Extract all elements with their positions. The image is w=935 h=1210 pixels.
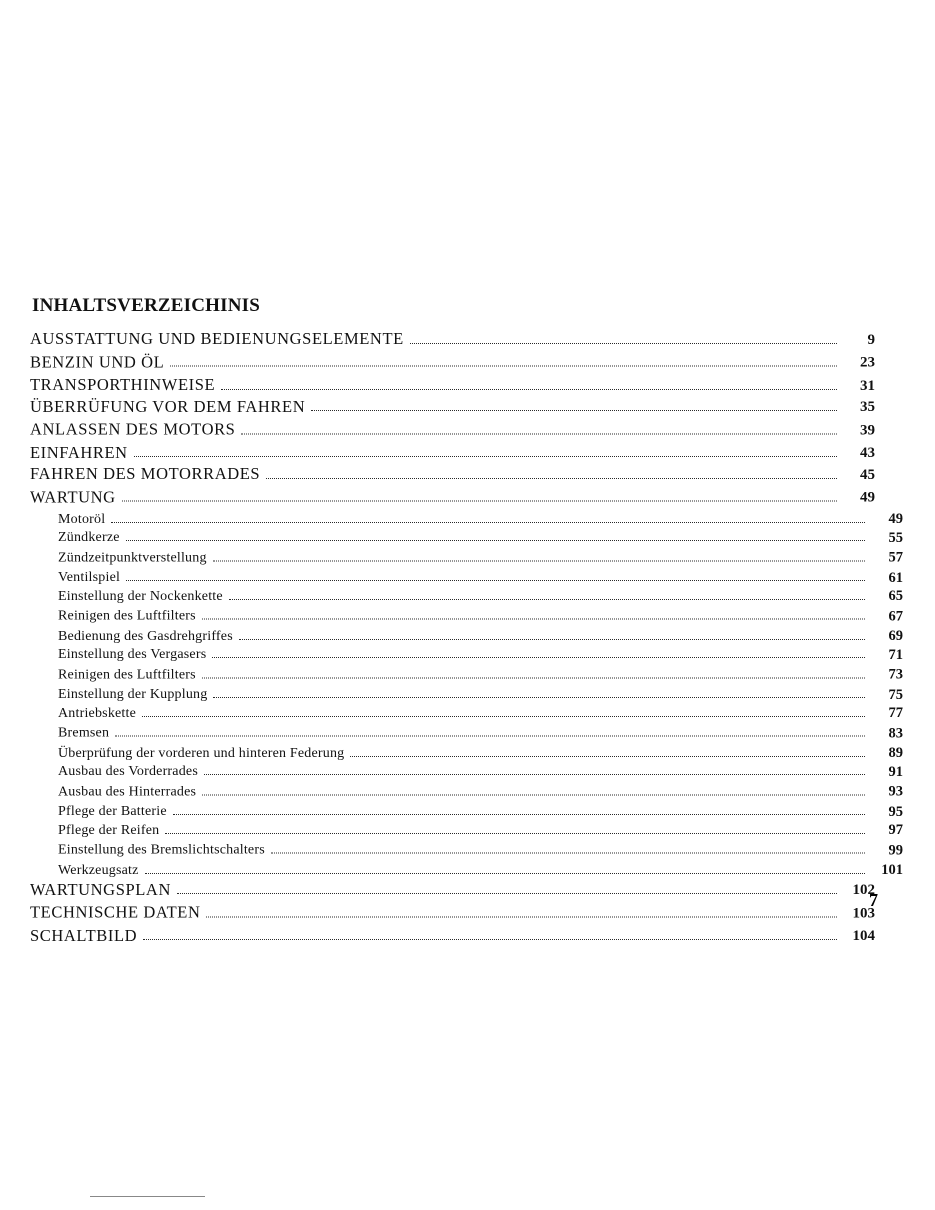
toc-entry-label: SCHALTBILD (30, 925, 138, 945)
toc-entry[interactable] (30, 726, 903, 741)
toc-entry[interactable] (30, 879, 875, 899)
toc-entry-label: Ausbau des Vorderrades (58, 764, 198, 779)
toc-leader-dots (213, 688, 865, 698)
toc-entry[interactable] (30, 648, 903, 663)
toc-entry[interactable] (30, 396, 875, 416)
toc-leader-dots (122, 492, 837, 502)
toc-entry-label: FAHREN DES MOTORRADES (30, 464, 261, 483)
folio-number: 7 (869, 890, 878, 910)
page-edge-mark (90, 1196, 205, 1197)
toc-entry-label: Bremsen (58, 725, 110, 741)
toc-entry-label: Ausbau des Hinterrades (58, 784, 197, 799)
toc-entry[interactable] (30, 489, 875, 506)
toc-entry[interactable] (30, 466, 875, 483)
toc-entry-page: 43 (860, 445, 875, 461)
toc-entry-label: Pflege der Batterie (58, 804, 167, 819)
toc-entry-page: 75 (888, 686, 903, 703)
toc-entry-page: 49 (860, 489, 875, 506)
toc-entry-page: 73 (888, 666, 903, 683)
toc-entry-label: Einstellung der Nockenkette (58, 588, 223, 604)
toc-entry-page: 104 (852, 928, 875, 944)
toc-entry[interactable] (30, 531, 903, 546)
toc-leader-dots (202, 610, 865, 620)
toc-entry-label: Einstellung des Vergasers (58, 647, 207, 662)
toc-entry[interactable] (30, 823, 903, 838)
toc-entry-page: 49 (888, 511, 903, 527)
toc-entry[interactable] (30, 571, 903, 586)
toc-entry-page: 9 (867, 331, 875, 348)
toc-leader-dots (204, 765, 865, 775)
toc-entry-label: TRANSPORTHINWEISE (30, 375, 216, 394)
toc-leader-dots (115, 727, 865, 737)
toc-entry-label: ANLASSEN DES MOTORS (30, 419, 236, 439)
toc-leader-dots (143, 930, 837, 940)
toc-entry-page: 39 (860, 422, 875, 438)
toc-entry[interactable] (30, 688, 903, 703)
toc-entry-page: 67 (888, 608, 903, 624)
toc-entry-label: BENZIN UND ÖL (30, 352, 165, 371)
toc-entry-label: Zündzeitpunktverstellung (58, 550, 207, 565)
page-title: INHALTSVERZEICHINIS (32, 295, 261, 316)
toc-leader-dots (266, 469, 837, 479)
toc-entry[interactable] (30, 377, 875, 394)
toc-leader-dots (134, 447, 837, 457)
toc-entry-page: 91 (888, 763, 903, 780)
toc-entry-label: Einstellung der Kupplung (58, 687, 208, 702)
toc-leader-dots (311, 401, 837, 411)
toc-entry-list (30, 329, 903, 945)
toc-entry[interactable] (30, 551, 903, 566)
toc-leader-dots (173, 805, 865, 815)
toc-leader-dots (229, 590, 865, 600)
table-of-contents (30, 295, 903, 949)
toc-entry[interactable] (30, 442, 875, 462)
toc-entry-label: WARTUNG (30, 487, 116, 506)
toc-entry-label: Einstellung des Bremslichtschalters (58, 842, 265, 858)
toc-leader-dots (241, 424, 837, 434)
toc-leader-dots (212, 648, 865, 658)
toc-entry[interactable] (30, 609, 903, 624)
toc-entry[interactable] (30, 805, 903, 820)
toc-entry-label: WARTUNGSPLAN (30, 879, 171, 899)
toc-leader-dots (177, 884, 837, 894)
toc-entry-label: Reinigen des Luftfilters (58, 608, 196, 624)
toc-entry-label: Pflege der Reifen (58, 822, 160, 838)
toc-entry-page: 57 (888, 549, 903, 566)
toc-entry-page: 31 (860, 377, 875, 394)
toc-leader-dots (170, 357, 837, 367)
toc-leader-dots (111, 513, 865, 523)
toc-entry-label: AUSSTATTUNG UND BEDIENUNGSELEMENTE (30, 329, 404, 348)
toc-entry[interactable] (30, 331, 875, 348)
toc-leader-dots (350, 747, 865, 757)
toc-entry[interactable] (30, 863, 903, 878)
toc-leader-dots (126, 531, 865, 541)
toc-entry[interactable] (30, 589, 903, 604)
toc-entry-label: TECHNISCHE DATEN (30, 902, 201, 922)
toc-entry-page: 89 (888, 745, 903, 761)
toc-leader-dots (410, 334, 837, 344)
toc-entry-page: 83 (888, 725, 903, 741)
toc-entry-label: Überprüfung der vorderen und hinteren Federung (58, 745, 345, 761)
toc-entry-page: 23 (860, 354, 875, 371)
toc-entry-label: Bedienung des Gasdrehgriffes (58, 628, 233, 644)
toc-entry-page: 55 (888, 529, 903, 546)
toc-leader-dots (271, 844, 865, 854)
toc-entry[interactable] (30, 925, 875, 945)
toc-entry-page: 103 (852, 905, 875, 921)
toc-entry-page: 65 (888, 588, 903, 604)
toc-leader-dots (213, 551, 865, 561)
toc-leader-dots (165, 824, 865, 834)
toc-entry-page: 102 (852, 882, 875, 898)
toc-entry-page: 61 (888, 569, 903, 586)
toc-entry-page: 45 (860, 466, 875, 483)
toc-entry-label: Werkzeugsatz (58, 862, 139, 878)
toc-leader-dots (202, 668, 865, 678)
toc-entry[interactable] (30, 419, 875, 439)
toc-entry-page: 77 (888, 705, 903, 721)
toc-entry[interactable] (30, 668, 903, 683)
toc-entry-label: Antriebskette (58, 705, 137, 721)
toc-entry[interactable] (30, 706, 903, 721)
toc-entry[interactable] (30, 785, 903, 800)
toc-leader-dots (202, 785, 865, 795)
toc-entry-page: 93 (888, 783, 903, 800)
toc-entry[interactable] (30, 512, 903, 527)
toc-entry-label: EINFAHREN (30, 442, 128, 462)
toc-entry[interactable] (30, 765, 903, 780)
toc-entry-label: Reinigen des Luftfilters (58, 667, 196, 682)
toc-entry-label: Ventilspiel (58, 570, 121, 585)
toc-entry-page: 95 (888, 803, 903, 820)
toc-entry-page: 97 (888, 822, 903, 838)
toc-entry-page: 99 (888, 842, 903, 858)
toc-leader-dots (239, 630, 865, 640)
toc-leader-dots (145, 864, 865, 874)
toc-leader-dots (221, 380, 837, 390)
toc-entry-page: 35 (860, 399, 875, 415)
toc-entry-page: 71 (888, 646, 903, 663)
toc-entry[interactable] (30, 354, 875, 371)
toc-entry[interactable] (30, 629, 903, 644)
toc-entry-page: 101 (881, 862, 903, 878)
toc-entry-label: Motoröl (58, 511, 106, 527)
toc-leader-dots (126, 571, 865, 581)
toc-leader-dots (206, 907, 837, 917)
toc-entry-label: ÜBERRÜFUNG VOR DEM FAHREN (30, 396, 306, 416)
toc-entry[interactable] (30, 843, 903, 858)
toc-entry[interactable] (30, 746, 903, 761)
toc-entry-page: 69 (888, 628, 903, 644)
toc-entry-label: Zündkerze (58, 530, 120, 545)
toc-leader-dots (142, 707, 865, 717)
toc-entry[interactable] (30, 902, 875, 922)
